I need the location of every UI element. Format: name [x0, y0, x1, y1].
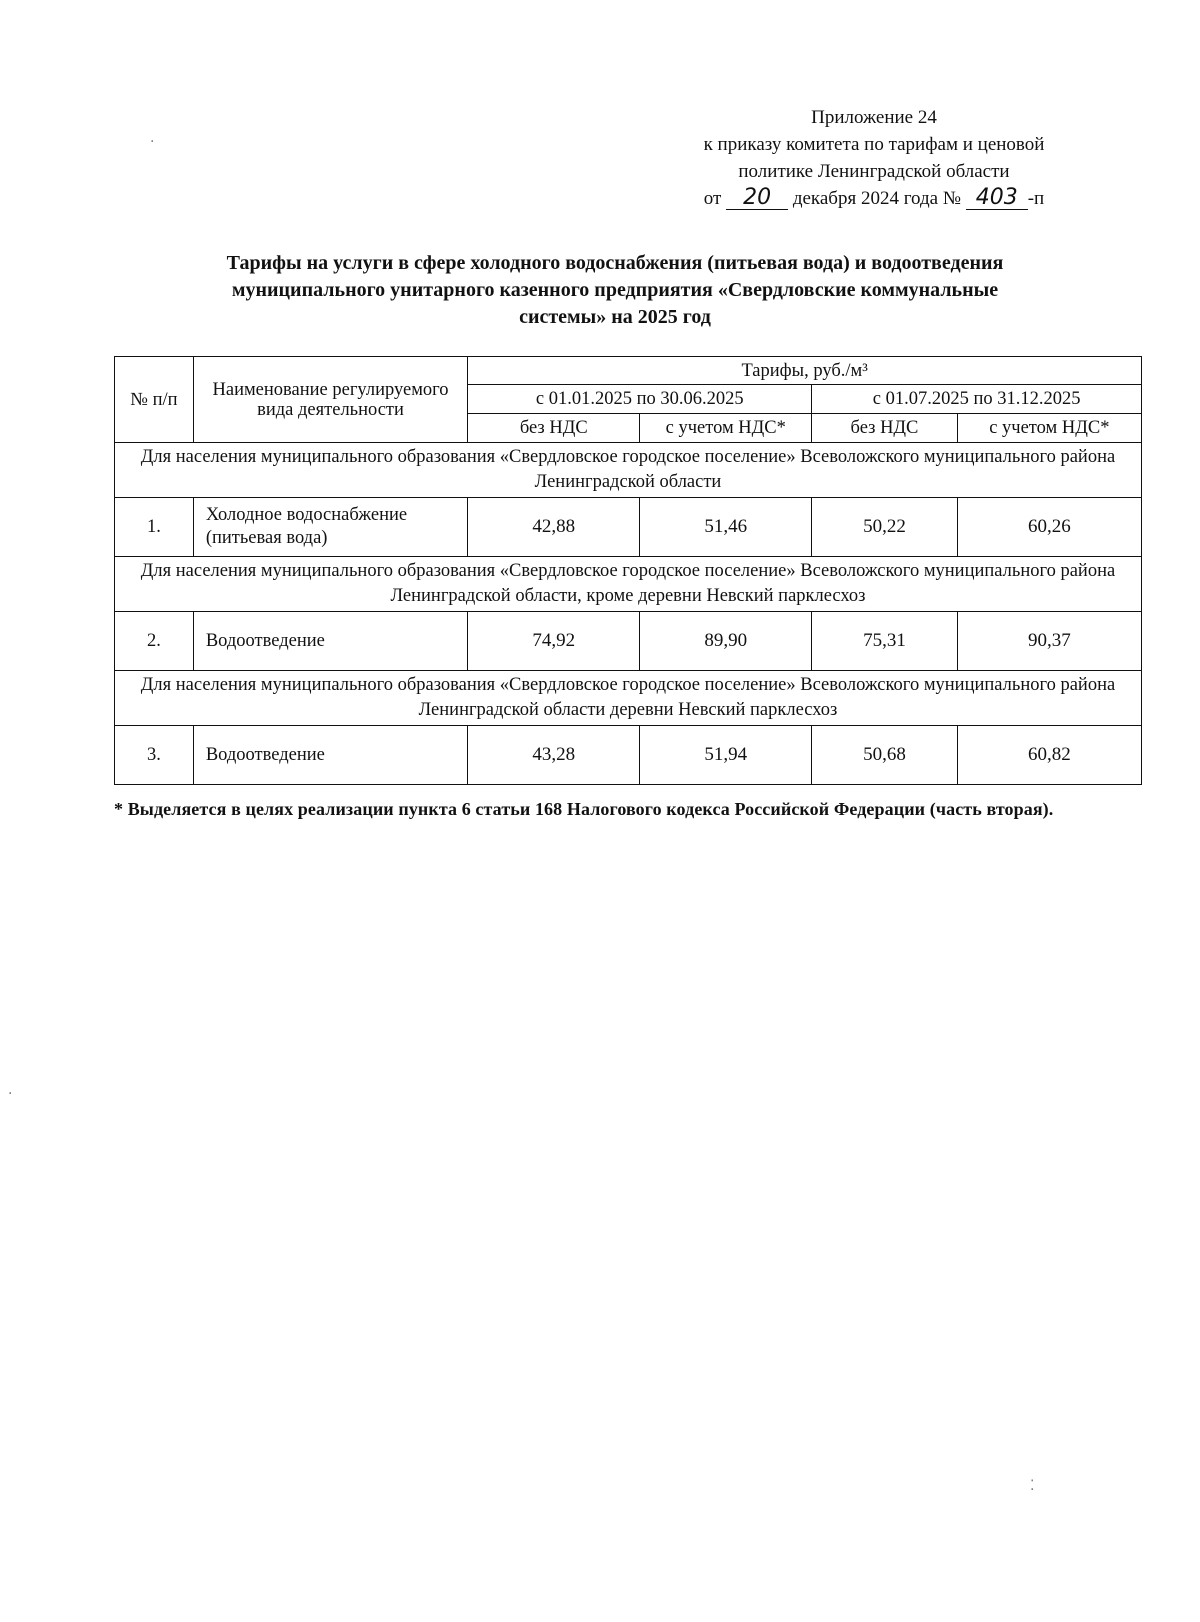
appendix-date-line	[644, 185, 1104, 212]
table-row	[115, 612, 1142, 671]
row-p1-no-vat: 43,28	[468, 726, 640, 785]
row-name: Водоотведение	[193, 726, 467, 785]
header-name: Наименование регулируемого вида деятельности	[193, 357, 467, 443]
row-p2-no-vat: 50,68	[812, 726, 957, 785]
row-num: 1.	[115, 498, 194, 557]
title-line-1: Тарифы на услуги в сфере холодного водоснабжения (питьевая вода) и водоотведения	[226, 252, 1004, 274]
row-p1-with-vat: 89,90	[640, 612, 812, 671]
row-p1-with-vat: 51,94	[640, 726, 812, 785]
title-line-2: муниципального унитарного казенного предприятия «Свердловские коммунальные	[231, 279, 999, 301]
row-p1-with-vat: 51,46	[640, 498, 812, 557]
header-p2-no-vat: без НДС	[812, 414, 957, 443]
header-num: № п/п	[115, 357, 194, 443]
handwritten-order-number: 403	[966, 187, 1028, 210]
group-caption: Для населения муниципального образования «Свердловское городское поселение» Всеволожского муниципального района Ленинградской области	[115, 443, 1142, 498]
group-caption-row	[115, 557, 1142, 612]
row-name: Холодное водоснабжение (питьевая вода)	[193, 498, 467, 557]
scan-speck: ⁚	[1030, 1478, 1035, 1494]
row-num: 3.	[115, 726, 194, 785]
row-p1-no-vat: 42,88	[468, 498, 640, 557]
appendix-title: Приложение 24	[811, 107, 937, 128]
group-caption: Для населения муниципального образования «Свердловское городское поселение» Всеволожского муниципального района Ленинградской области деревни Невский парклесхоз	[115, 671, 1142, 726]
header-p2-with-vat: с учетом НДС*	[957, 414, 1141, 443]
title-line-3: системы» на 2025 год	[519, 306, 711, 328]
group-caption: Для населения муниципального образования «Свердловское городское поселение» Всеволожского муниципального района Ленинградской области, кроме деревни Невский парклесхоз	[115, 557, 1142, 612]
row-num: 2.	[115, 612, 194, 671]
header-row	[115, 357, 1142, 385]
date-prefix: от	[703, 188, 722, 209]
appendix-header	[644, 104, 1104, 212]
header-p1-with-vat: с учетом НДС*	[640, 414, 812, 443]
date-middle: декабря 2024 года №	[792, 188, 961, 209]
scan-speck: ·	[8, 1086, 13, 1102]
tariffs-table	[114, 356, 1142, 785]
row-p2-with-vat: 60,26	[957, 498, 1141, 557]
row-p2-no-vat: 75,31	[812, 612, 957, 671]
table-row	[115, 726, 1142, 785]
row-p2-with-vat: 60,82	[957, 726, 1141, 785]
header-p1-no-vat: без НДС	[468, 414, 640, 443]
order-suffix: -п	[1027, 188, 1045, 209]
appendix-authority: политике Ленинградской области	[738, 161, 1010, 182]
footnote: * Выделяется в целях реализации пункта 6 статьи 168 Налогового кодекса Российской Федерации (часть вторая).	[114, 799, 1054, 819]
group-caption-row	[115, 443, 1142, 498]
scan-speck: ·	[150, 134, 155, 150]
appendix-order-ref: к приказу комитета по тарифам и ценовой	[703, 134, 1045, 155]
header-period-2: с 01.07.2025 по 31.12.2025	[812, 385, 1142, 414]
row-p1-no-vat: 74,92	[468, 612, 640, 671]
header-tariffs: Тарифы, руб./м³	[468, 357, 1142, 385]
group-caption-row	[115, 671, 1142, 726]
table-row	[115, 498, 1142, 557]
row-p2-with-vat: 90,37	[957, 612, 1141, 671]
header-period-1: с 01.01.2025 по 30.06.2025	[468, 385, 812, 414]
document-title	[140, 250, 1090, 331]
row-name: Водоотведение	[193, 612, 467, 671]
handwritten-day: 20	[726, 187, 788, 210]
row-p2-no-vat: 50,22	[812, 498, 957, 557]
